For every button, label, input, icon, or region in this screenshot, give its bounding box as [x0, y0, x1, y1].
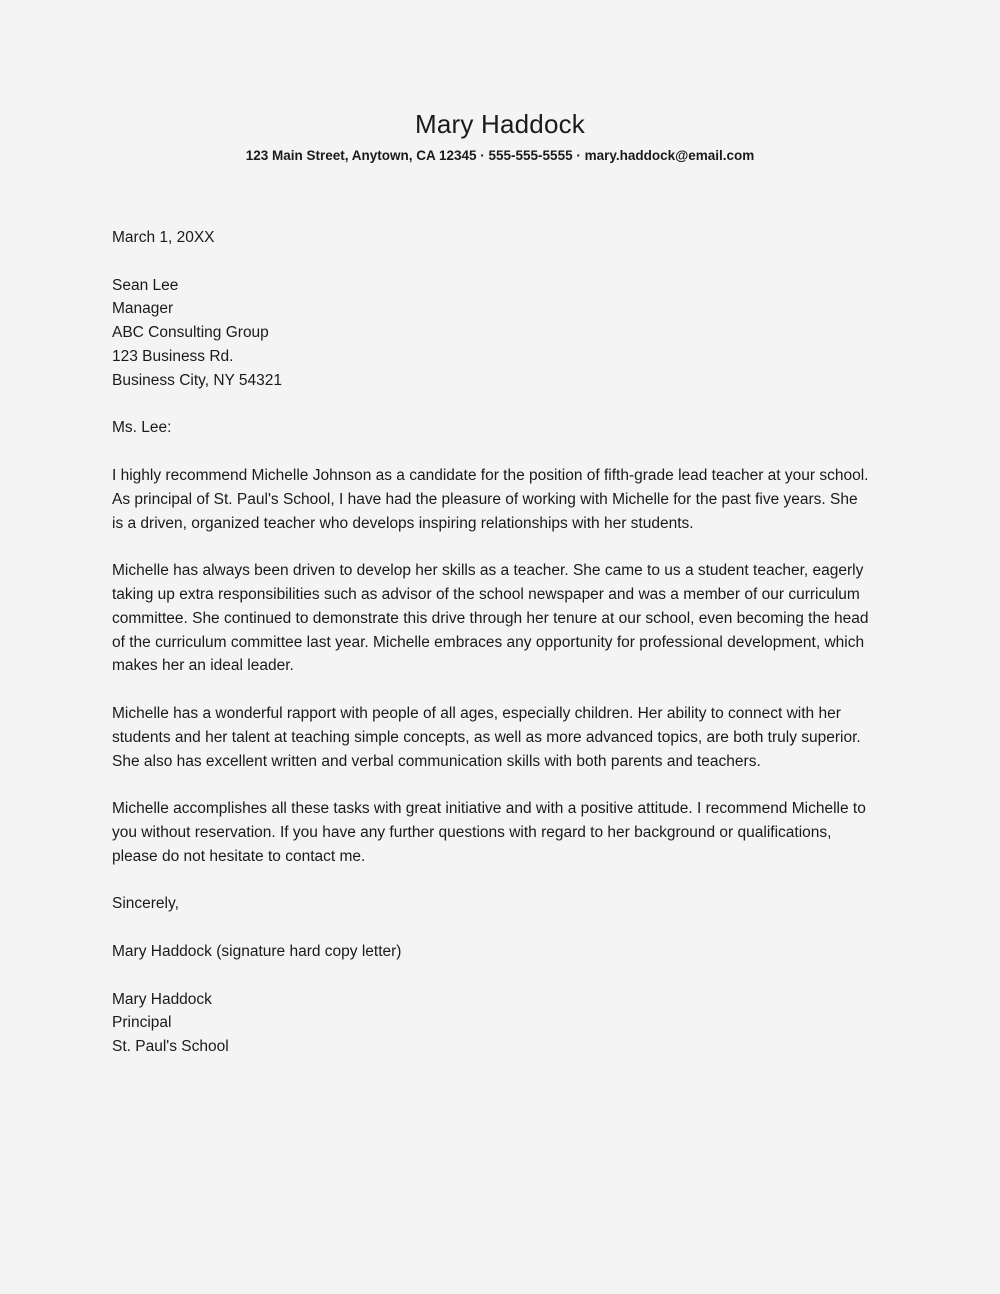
signer-title: Principal [112, 1014, 172, 1032]
signature-block [112, 988, 872, 1059]
letter-body [112, 166, 872, 1059]
body-paragraph-1: I highly recommend Michelle Johnson as a candidate for the position of fifth-grade lead teacher at your school. As principal of St. Paul's School, I have had the pleasure of working with Michelle for the past five years. She is a driven, organized teacher who develops inspiring relationships with her students. [112, 466, 869, 532]
signer-name: Mary Haddock [112, 990, 212, 1008]
signer-organization: St. Paul's School [112, 1038, 229, 1056]
recipient-title: Manager [112, 300, 174, 318]
body-paragraph-4: Michelle accomplishes all these tasks with great initiative and with a positive attitude. I recommend Michelle to you without reservation. If you have any further questions with regard to her background or qualifications, please do not hesitate to contact me. [112, 800, 866, 865]
recipient-company: ABC Consulting Group [112, 324, 269, 342]
salutation-text: Ms. Lee: [112, 419, 172, 437]
body-paragraph-3: Michelle has a wonderful rapport with people of all ages, especially children. Her ability to connect with her students and her talent at teaching simple concepts, as well as more advanced topics, are both truly superior. She also has excellent written and verbal communication skills with both parents and teachers. [112, 704, 861, 770]
signature-note-block [112, 940, 872, 964]
salutation [112, 416, 872, 440]
body-paragraph-2: Michelle has always been driven to develop her skills as a teacher. She came to us a student teacher, eagerly taking up extra responsibilities such as advisor of the school newspaper and was a member of our curriculum committee. She continued to demonstrate this drive through her tenure at our school, even becoming the head of the curriculum committee last year. Michelle embraces any opportunity for professional development, which makes her an ideal leader. [112, 562, 869, 675]
letterhead-contact-line: 123 Main Street, Anytown, CA 12345 · 555-555-5555 · mary.haddock@email.com [245, 148, 755, 163]
letter-date-block [112, 226, 872, 250]
letterhead [0, 0, 1000, 166]
recipient-name: Sean Lee [112, 276, 179, 294]
letterhead-name: Mary Haddock [414, 109, 586, 139]
recipient-city-state-zip: Business City, NY 54321 [112, 371, 283, 389]
closing [112, 892, 872, 916]
signature-note: Mary Haddock (signature hard copy letter) [112, 942, 402, 960]
letter-date: March 1, 20XX [112, 229, 215, 246]
closing-text: Sincerely, [112, 895, 179, 913]
recipient-street: 123 Business Rd. [112, 347, 234, 365]
recipient-address-block [112, 274, 872, 393]
